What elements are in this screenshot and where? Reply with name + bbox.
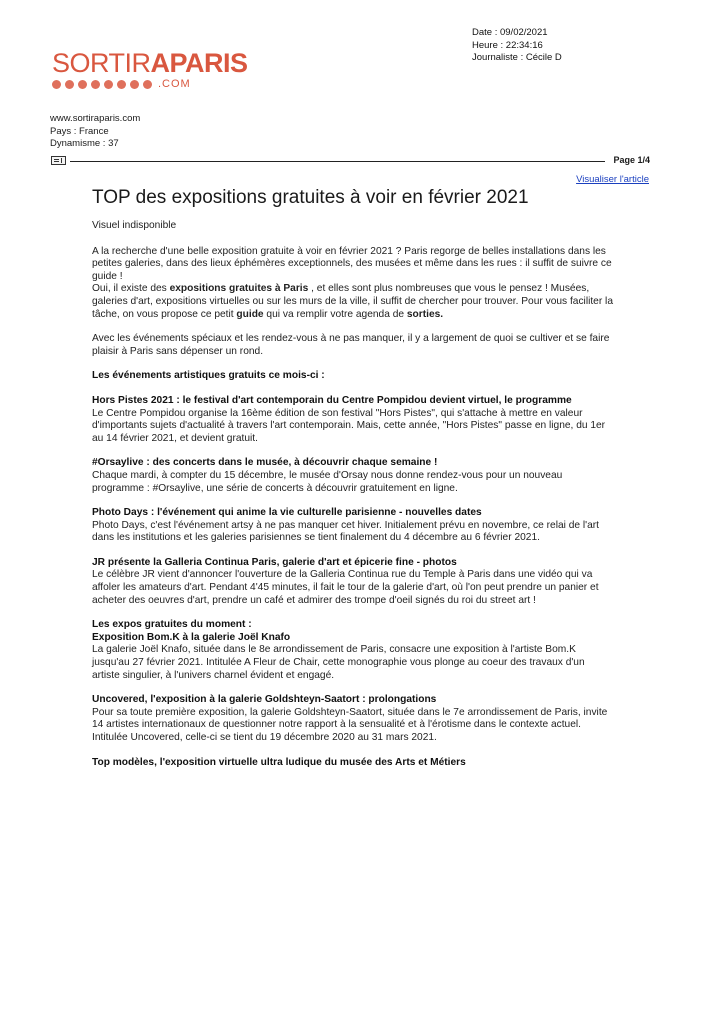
intro-bold: expositions gratuites à Paris xyxy=(169,283,309,295)
meta-site: www.sortiraparis.com xyxy=(50,113,141,124)
logo-dots xyxy=(52,80,152,89)
logo-dot xyxy=(52,80,61,89)
page-header-rule xyxy=(50,155,650,169)
intro-text: , et elles sont plus nombreuses que vous le pensez ! Musées, galeries d'art, expositions virtuelles ou sur les murs de la ville, il suffit de chercher pour trouver. Pour vous faciliter la tâche, on vous propose ce petit xyxy=(92,283,613,320)
logo-wordmark xyxy=(52,50,248,77)
visuel-note: Visuel indisponible xyxy=(92,220,177,231)
logo-dot xyxy=(91,80,100,89)
item-body: Le célèbre JR vient d'annoncer l'ouverture de la Galleria Continua rue du Temple à Paris dans une vidéo qui va affoler les amateurs d'art. Pendant 4'45 minutes, il fait le tour de la galerie d'art, où l'on peut prendre un panier et acheter des oeuvres d'art, prendre un café et admirer des trompe d'oeil signés du roi du street art ! xyxy=(92,569,599,606)
intro-bold: guide xyxy=(236,308,264,320)
logo-dot xyxy=(104,80,113,89)
intro-text: Oui, il existe des xyxy=(92,283,170,295)
intro-text: qui va remplir votre agenda de xyxy=(263,308,407,320)
meta-pays: Pays : France xyxy=(50,125,109,137)
item-body: Pour sa toute première exposition, la galerie Goldshteyn-Saatort, située dans le 7e arrondissement de Paris, invite 14 artistes internationaux de questionner notre rapport à la sensualité et à l'érotisme dans le contexte actuel. Intitulée Uncovered, celle-ci se tient du 19 décembre 2020 au 31 mars 2021. xyxy=(92,706,608,743)
intro-paragraph-2 xyxy=(92,283,615,321)
logo-dot xyxy=(143,80,152,89)
logo-dot xyxy=(117,80,126,89)
sortiraparis-logo xyxy=(52,50,248,90)
logo-part-a: A xyxy=(150,48,170,78)
section-heading: Les expos gratuites du moment : xyxy=(92,619,252,631)
meta-dynamisme: Dynamisme : 37 xyxy=(50,138,119,149)
meta-date: Date : 09/02/2021 xyxy=(472,27,548,38)
logo-dot xyxy=(130,80,139,89)
logo-dot xyxy=(78,80,87,89)
item-heading: Photo Days : l'événement qui anime la vie culturelle parisienne - nouvelles dates xyxy=(92,507,482,519)
divider xyxy=(70,161,605,162)
source-meta xyxy=(50,113,140,151)
item-heading: Hors Pistes 2021 : le festival d'art contemporain du Centre Pompidou devient virtuel, le programme xyxy=(92,394,572,406)
page-number: Page 1/4 xyxy=(613,155,650,165)
item-body: Photo Days, c'est l'événement artsy à ne pas manquer cet hiver. Initialement prévu en novembre, ce relai de l'art dans les institutions et les galeries parisiennes se tient finalement du 4 décembre au 6 février 2021. xyxy=(92,519,599,544)
item-heading: Top modèles, l'exposition virtuelle ultra ludique du musée des Arts et Métiers xyxy=(92,756,466,768)
meta-journaliste: Journaliste : Cécile D xyxy=(472,52,562,63)
item-heading: Uncovered, l'exposition à la galerie Goldshteyn-Saatort : prolongations xyxy=(92,694,437,706)
logo-part-paris: PARIS xyxy=(169,48,248,78)
item-body: La galerie Joël Knafo, située dans le 8e arrondissement de Paris, consacre une exposition à l'artiste Bom.K jusqu'au 27 février 2021. Intitulée A Fleur de Chair, cette monographie vous plonge au coeur des travaux d'un artiste singulier, à l'univers charnel évident et engagé. xyxy=(92,644,585,681)
item-heading: JR présente la Galleria Continua Paris, galerie d'art et épicerie fine - photos xyxy=(92,556,457,568)
view-article-link[interactable]: Visualiser l'article xyxy=(576,174,649,185)
section-heading: Les événements artistiques gratuits ce mois-ci : xyxy=(92,370,325,382)
article-body xyxy=(92,220,615,769)
item-body: Le Centre Pompidou organise la 16ème édition de son festival "Hors Pistes", qui s'attache à mettre en valeur d'importants sujets d'actualité à travers l'art contemporain. Mais, cette année, "Hors Pistes" passe en ligne, du 1er au 14 février 2021, et devient gratuit. xyxy=(92,407,606,444)
item-heading: Exposition Bom.K à la galerie Joël Knafo xyxy=(92,631,291,643)
logo-part-sortir: SORTIR xyxy=(52,48,151,78)
article-meta xyxy=(472,27,562,65)
intro-paragraph-3: Avec les événements spéciaux et les rendez-vous à ne pas manquer, il y a largement de quoi se cultiver et se faire plaisir à Paris sans dépenser un rond. xyxy=(92,333,610,357)
intro-paragraph-1: A la recherche d'une belle exposition gratuite à voir en février 2021 ? Paris regorge de belles installations dans les petites galeries, dans des lieux éphémères exceptionnels, des musées et même dans les rues : il suffit de suivre ce guide ! xyxy=(92,245,612,282)
item-heading: #Orsaylive : des concerts dans le musée, à découvrir chaque semaine ! xyxy=(92,457,438,469)
logo-dots-row xyxy=(52,78,248,90)
article-title: TOP des expositions gratuites à voir en février 2021 xyxy=(92,187,529,208)
intro-bold: sorties. xyxy=(406,308,444,320)
item-body: Chaque mardi, à compter du 15 décembre, le musée d'Orsay nous donne rendez-vous pour un nouveau programme : #Orsaylive, une série de concerts à découvrir gratuitement en ligne. xyxy=(92,469,563,494)
logo-com: .COM xyxy=(158,78,191,90)
meta-heure: Heure : 22:34:16 xyxy=(472,39,543,51)
document-icon xyxy=(51,156,66,165)
logo-dot xyxy=(65,80,74,89)
